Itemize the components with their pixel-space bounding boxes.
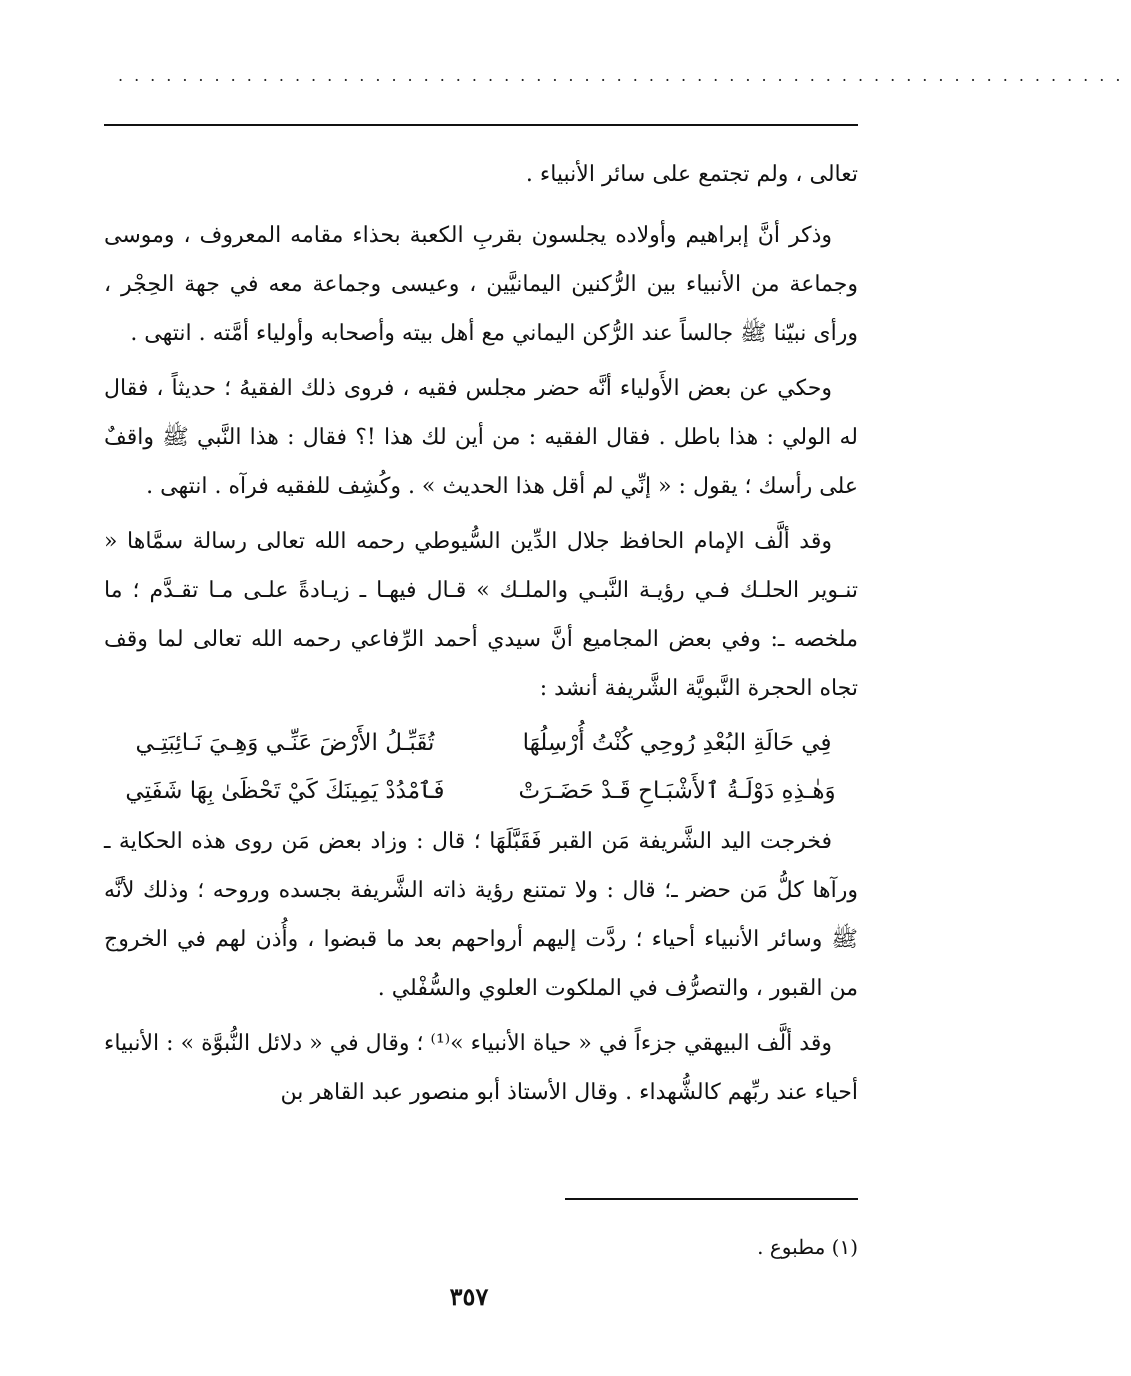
paragraph: وقد ألَّف الإمام الحافظ جلال الدِّين السُّيوطي رحمه الله تعالى رسالة سمَّاها « تنـوير الحلـك فـي رؤيـة النَّبـي والملـك » قـال فيهـا ـ زيـادةً علـى مـا تقـدَّم ؛ ما ملخصه ـ: وفي بعض المجاميع أنَّ سيدي أحمد الرِّفاعي رحمه الله تعالى لما وقف تجاه الحجرة النَّبويَّة الشَّريفة أنشد :	[104, 529, 858, 701]
header-dotted-line: ...............................................................	[118, 66, 1131, 85]
verse-second-hemistich: فَٱمْدُدْ يَمِينَكَ كَيْ تَحْظَىٰ بِهَا شَفَتِي	[125, 778, 445, 804]
verse-second-hemistich: تُقَبِّـلُ الأَرْضَ عَنِّـي وَهِـيَ نَـائِبَتِـي	[135, 730, 435, 756]
page-number: ٣٥٧	[449, 1282, 489, 1311]
verse-first-hemistich: فِي حَالَةِ البُعْدِ رُوحِي كُنْتُ أُرْسِلُهَا	[522, 730, 832, 756]
footnote: (١) مطبوع .	[757, 1235, 858, 1259]
paragraph: وحكي عن بعض الأَولياء أنَّه حضر مجلس فقيه ، فروى ذلك الفقيهُ ؛ حديثاً ، فقال له الولي : هذا باطل . فقال الفقيه : من أين لك هذا !؟ فقال : هذا النَّبي ﷺ واقفٌ على رأسك ؛ يقول : « إنِّي لم أقل هذا الحديث » . وكُشِف للفقيه فرآه . انتهى .	[104, 376, 858, 499]
main-text	[104, 150, 858, 1123]
poem	[104, 719, 858, 815]
verse-line	[104, 719, 858, 767]
paragraph: فخرجت اليد الشَّريفة مَن القبر فَقَبَّلَهَا ؛ قال : وزاد بعض مَن روى هذه الحكاية ـ ورآها كلُّ مَن حضر ـ؛ قال : ولا تمتنع رؤية ذاته الشَّريفة بجسده وروحه ؛ وذلك لأنَّه ﷺ وسائر الأنبياء أحياء ؛ ردَّت إليهم أرواحهم بعد ما قبضوا ، وأُذن لهم في الخروج من القبور ، والتصرُّف في الملكوت العلوي والسُّفْلي .	[104, 829, 858, 1001]
paragraph: وذكر أنَّ إبراهيم وأولاده يجلسون بقربِ الكعبة بحذاء مقامه المعروف ، وموسى وجماعة من الأنبياء بين الرُّكنين اليمانيَّين ، وعيسى وجماعة معه في جهة الحِجْر ، ورأى نبيّنا ﷺ جالساً عند الرُّكن اليماني مع أهل بيته وأصحابه وأولياء أمَّته . انتهى .	[104, 223, 858, 346]
footnote-rule	[565, 1198, 858, 1200]
verse-first-hemistich: وَهٰـذِهِ دَوْلَـةُ ٱلأَشْبَـاحِ قَـدْ حَضَـرَتْ	[518, 778, 836, 804]
verse-line	[104, 767, 858, 815]
header-rule	[104, 124, 858, 126]
paragraph: وقد ألَّف البيهقي جزءاً في « حياة الأنبياء »⁽¹⁾ ؛ وقال في « دلائل النُّبوَّة » : الأنبياء أحياء عند ربِّهم كالشُّهداء . وقال الأستاذ أبو منصور عبد القاهر بن	[104, 1031, 858, 1105]
paragraph: تعالى ، ولم تجتمع على سائر الأنبياء .	[525, 162, 858, 187]
